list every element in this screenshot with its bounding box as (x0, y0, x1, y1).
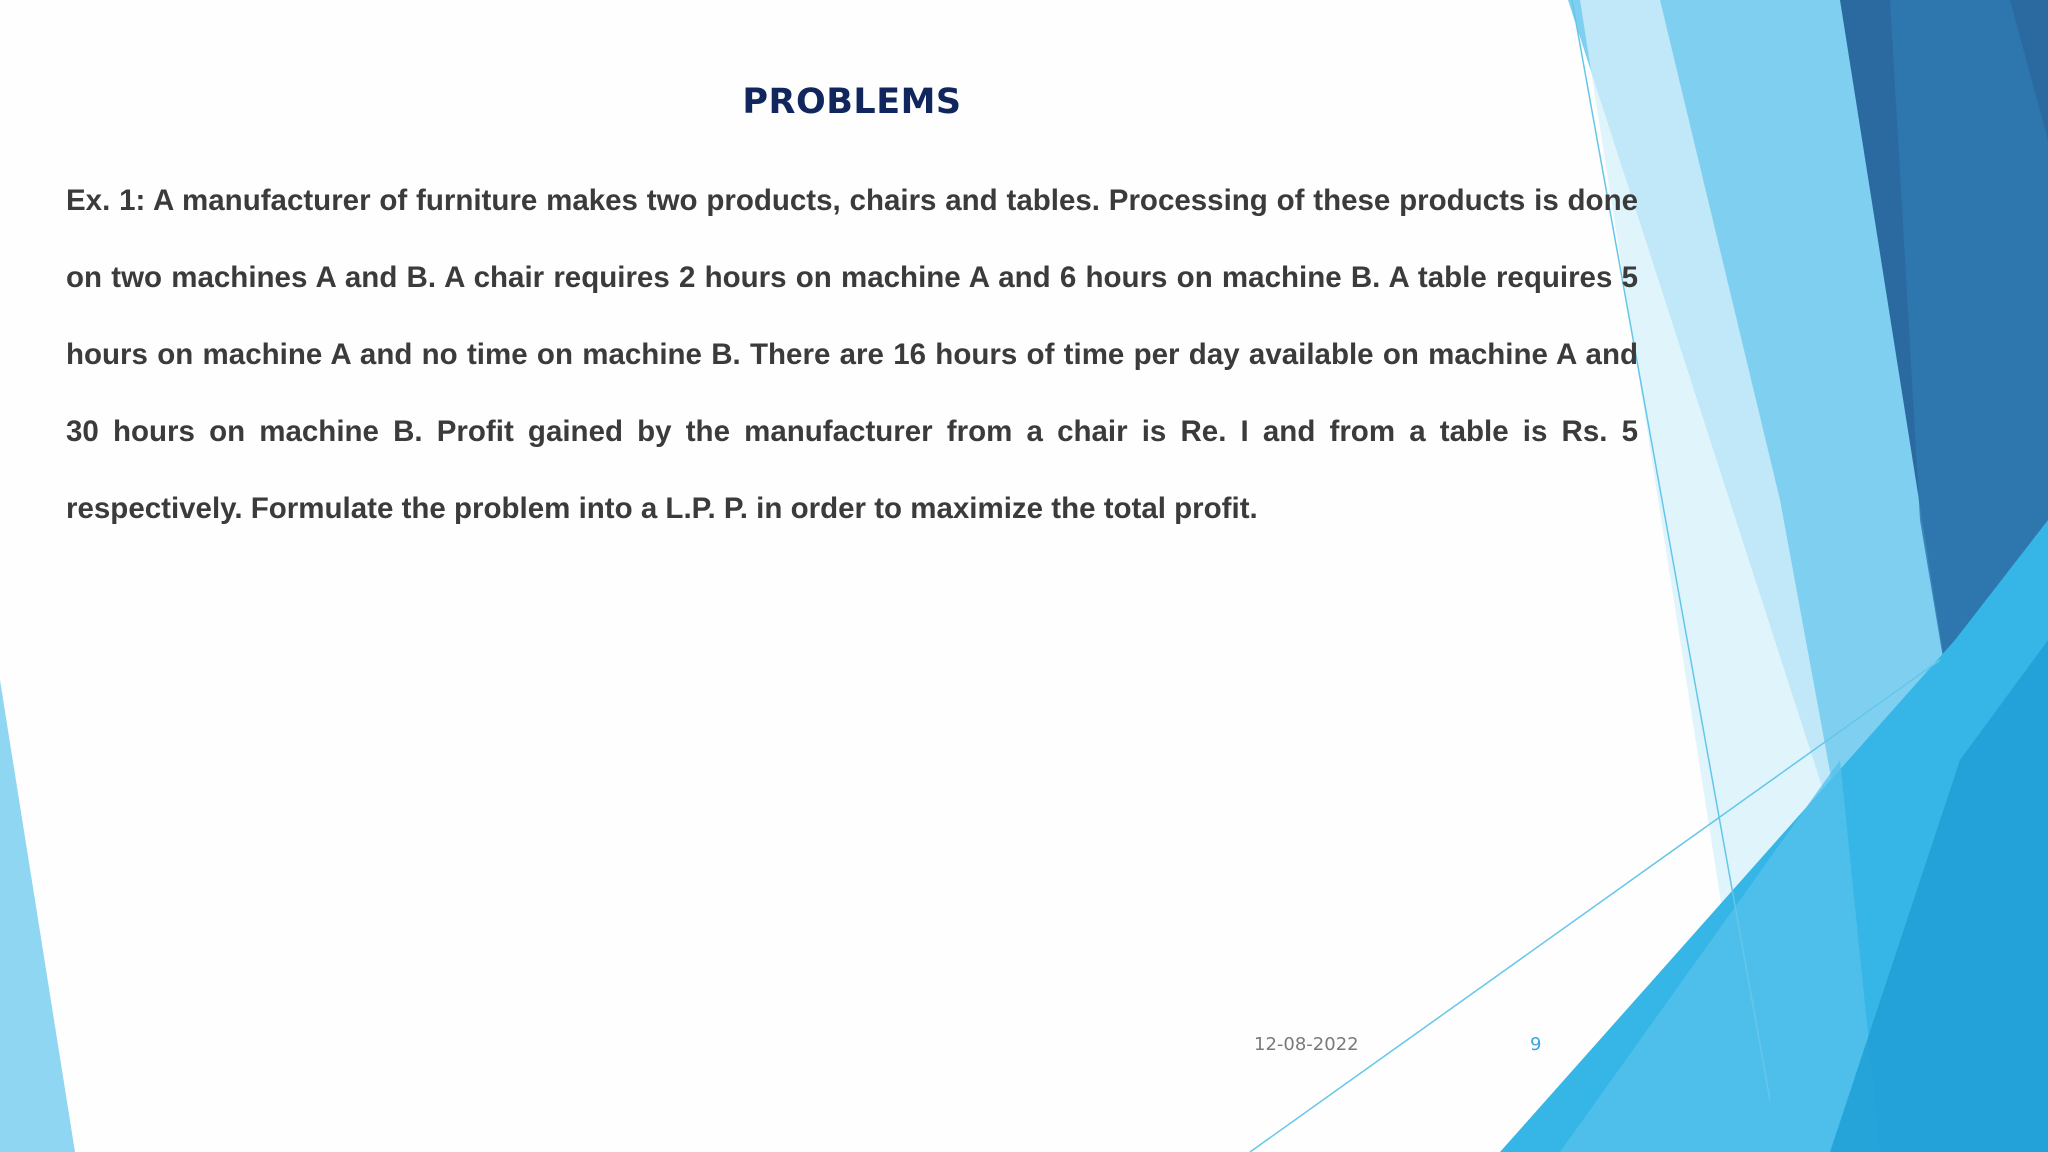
problem-text: Ex. 1: A manufacturer of furniture makes two products, chairs and tables. Processing of these products is done on two machines A and B. A chair requires 2 hours on machine A and 6 hours on machine B. A table requires 5 hours on machine A and no time on machine B. There are 16 hours of time per day available on machine A and 30 hours on machine B. Profit gained by the manufacturer from a chair is Re. I and from a table is Rs. 5 respectively. Formulate the problem into a L.P. P. in order to maximize the total profit. (66, 184, 1638, 525)
footer-date: 12-08-2022 (1254, 1034, 1359, 1055)
left-accent-shape (0, 680, 75, 1152)
slide-title: PROBLEMS (742, 82, 962, 122)
page-number: 9 (1530, 1034, 1542, 1055)
